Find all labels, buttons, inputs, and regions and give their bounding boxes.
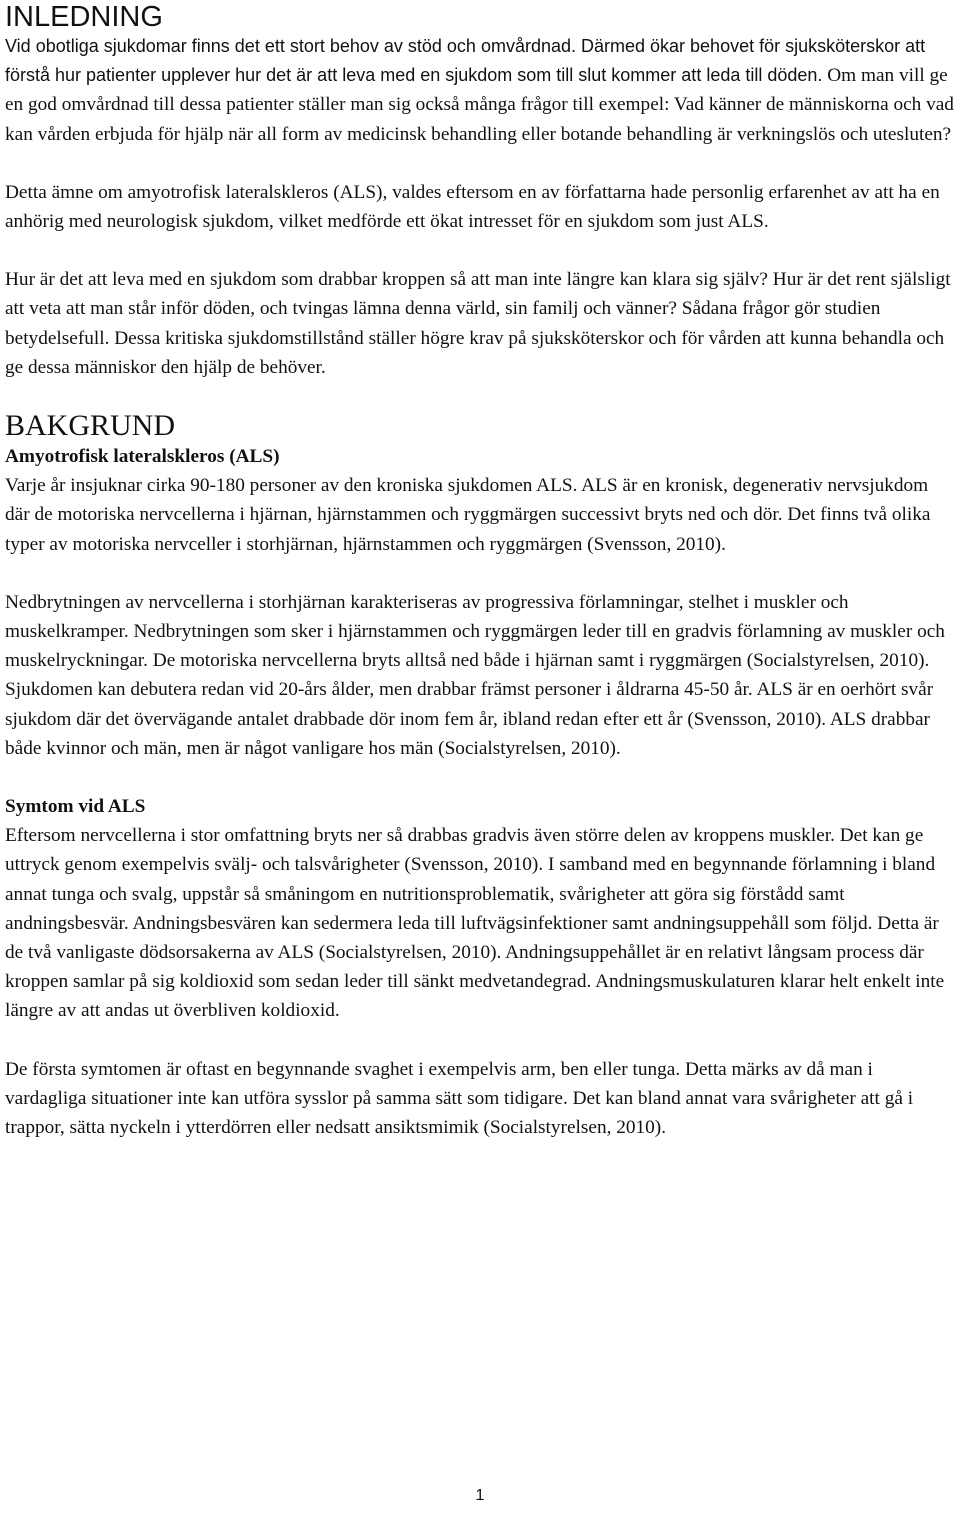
background-paragraph-1: Varje år insjuknar cirka 90-180 personer av den kroniska sjukdomen ALS. ALS är en kronisk, degenerativ nervsjukdom där de motoriska nervcellerna i hjärnan, hjärnstammen och ryggmärgen successivt bryts ned och dör. Det finns två olika typer av motoriska nervceller i storhjärnan, hjärnstammen och ryggmärgen (Svensson, 2010). xyxy=(5,475,931,555)
page-number: 1 xyxy=(475,1487,485,1504)
background-paragraph-2: Nedbrytningen av nervcellerna i storhjärnan karakteriseras av progressiva förlamningar, stelhet i muskler och muskelkramper. Nedbrytningen som sker i hjärnstammen och ryggmärgen leder till en gradvis förlamning av muskler och muskelryckningar. De motoriska nervcellerna bryts alltså ned både i hjärnan samt i ryggmärgen (Socialstyrelsen, 2010). Sjukdomen kan debutera redan vid 20-års ålder, men drabbar främst personer i åldrarna 45-50 år. ALS är en oerhört svår sjukdom där det övervägande antalet drabbade dör inom fem år, ibland redan efter ett år (Svensson, 2010). ALS drabbar både kvinnor och män, men är något vanligare hos män (Socialstyrelsen, 2010). xyxy=(5,591,945,759)
symptoms-paragraph-1: Eftersom nervcellerna i stor omfattning bryts ner så drabbas gradvis även större delen av kroppens muskler. Det kan ge uttryck genom exempelvis svälj- och talsvårigheter (Svensson, 2010). I samband med en begynnande förlamning i bland annat tunga och svalg, uppstår så småningom en nutritionsproblematik, svårigheter att göra sig förstådd samt andningsbesvär. Andningsbesvären kan sedermera leda till luftvägsinfektioner samt andningsuppehåll som följd. Detta är de två vanligaste dödsorsakerna av ALS (Socialstyrelsen, 2010). Andningsuppehållet är en relativt långsam process där kroppen samlar på sig koldioxid som sedan leder till sänkt medvetandegrad. Andningsmuskulaturen klarar helt enkelt inte längre av att andas ut överbliven koldioxid. xyxy=(5,825,945,1022)
background-heading: BAKGRUND xyxy=(5,409,176,443)
intro-heading: INLEDNING xyxy=(5,1,163,33)
document-page xyxy=(5,0,955,1142)
intro-paragraph-1-serif: Om man vill ge en god omvårdnad till dessa patienter ställer man sig också många frågor till exempel: Vad känner de människorna och vad kan vården erbjuda för hjälp när all form av medicinsk behandling eller botande behandling är verkningslös och utesluten? xyxy=(5,65,954,145)
als-subheading: Amyotrofisk lateralskleros (ALS) xyxy=(5,446,280,468)
intro-paragraph-1 xyxy=(5,32,955,149)
intro-paragraph-3: Hur är det att leva med en sjukdom som drabbar kroppen så att man inte längre kan klara sig själv? Hur är det rent själsligt att veta att man står inför döden, och tvingas lämna denna värld, sin familj och vänner? Sådana frågor gör studien betydelsefull. Dessa kritiska sjukdomstillstånd ställer högre krav på sjuksköterskor och för vården att kunna behandla och ge dessa människor den hjälp de behöver. xyxy=(5,269,951,378)
intro-paragraph-2: Detta ämne om amyotrofisk lateralskleros (ALS), valdes eftersom en av författarna hade personlig erfarenhet av att ha en anhörig med neurologisk sjukdom, vilket medförde ett ökat intresset för en sjukdom som just ALS. xyxy=(5,181,940,233)
intro-paragraph-1-sans: Vid obotliga sjukdomar finns det ett stort behov av stöd och omvårdnad. Därmed ökar behovet för sjuksköterskor att förstå hur patienter upplever hur det är att leva med en sjukdom som till slut kommer att leda till döden. xyxy=(5,36,926,86)
symptoms-paragraph-2: De första symtomen är oftast en begynnande svaghet i exempelvis arm, ben eller tunga. Detta märks av då man i vardagliga situationer inte kan utföra sysslor på samma sätt som tidigare. Det kan bland annat vara svårigheter att gå i trappor, sätta nyckeln i ytterdörren eller nedsatt ansiktsmimik (Socialstyrelsen, 2010). xyxy=(5,1058,914,1139)
symptoms-subheading: Symtom vid ALS xyxy=(5,796,146,818)
